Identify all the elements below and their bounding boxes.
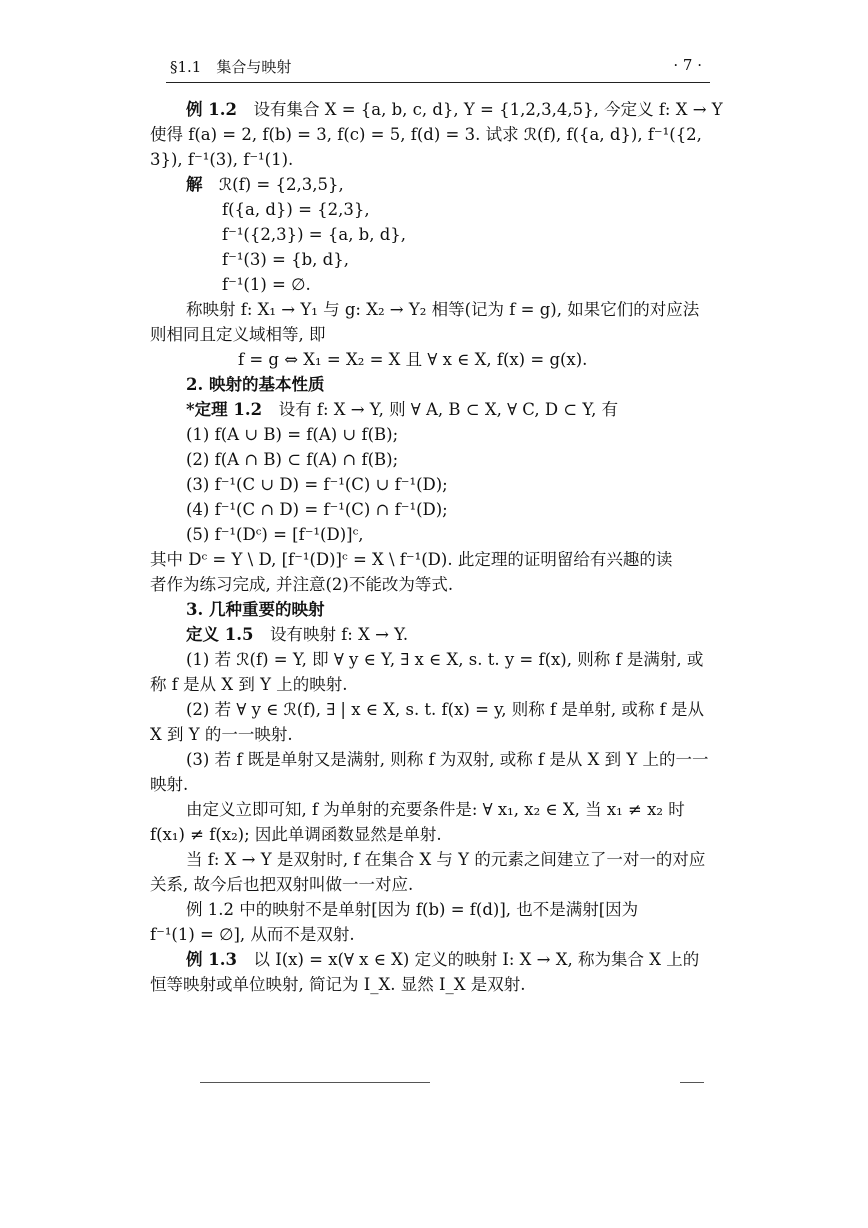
text-line xyxy=(150,172,712,197)
text-line xyxy=(150,747,712,772)
line-text: (3) f⁻¹(C ∪ D) = f⁻¹(C) ∪ f⁻¹(D); xyxy=(186,475,448,494)
line-text: 称映射 f: X₁ → Y₁ 与 g: X₂ → Y₂ 相等(记为 f = g), 如果它们的对应法 xyxy=(186,300,700,319)
line-text: 其中 Dᶜ = Y \ D, [f⁻¹(D)]ᶜ = X \ f⁻¹(D). 此定理的证明留给有兴趣的读 xyxy=(150,550,673,569)
line-label: 例 1.2 xyxy=(186,100,237,119)
text-line xyxy=(150,497,712,522)
line-text: f⁻¹(3) = {b, d}, xyxy=(222,250,349,269)
text-line xyxy=(150,797,712,822)
text-line xyxy=(150,222,712,247)
body-text xyxy=(150,97,723,997)
text-line xyxy=(150,347,712,372)
line-text: 称 f 是从 X 到 Y 上的映射. xyxy=(150,675,348,694)
line-text: (2) f(A ∩ B) ⊂ f(A) ∩ f(B); xyxy=(186,450,399,469)
text-line xyxy=(150,422,712,447)
text-line xyxy=(150,197,712,222)
line-label: 例 1.3 xyxy=(186,950,237,969)
line-text: 例 1.2 中的映射不是单射[因为 f(b) = f(d)], 也不是满射[因为 xyxy=(186,900,639,919)
text-line xyxy=(150,547,712,572)
line-text: X 到 Y 的一一映射. xyxy=(150,725,293,744)
line-text: f = g ⇔ X₁ = X₂ = X 且 ∀ x ∈ X, f(x) = g(x). xyxy=(238,350,588,369)
text-line xyxy=(150,472,712,497)
running-header xyxy=(170,56,710,78)
line-label: 解 xyxy=(186,175,203,194)
section-title: §1.1 集合与映射 xyxy=(170,58,292,76)
text-line xyxy=(150,447,712,472)
text-line xyxy=(150,772,712,797)
line-text: ℛ(f) = {2,3,5}, xyxy=(202,175,344,194)
line-text: f⁻¹({2,3}) = {a, b, d}, xyxy=(222,225,407,244)
line-text: 映射. xyxy=(150,775,189,794)
text-line xyxy=(150,697,712,722)
line-text: 由定义立即可知, f 为单射的充要条件是: ∀ x₁, x₂ ∈ X, 当 x₁ ≠ x₂ 时 xyxy=(186,800,685,819)
line-text: f⁻¹(1) = ∅], 从而不是双射. xyxy=(150,925,355,944)
text-line xyxy=(150,897,712,922)
text-line xyxy=(150,672,712,697)
line-text: (5) f⁻¹(Dᶜ) = [f⁻¹(D)]ᶜ, xyxy=(186,525,364,544)
line-text: (1) 若 ℛ(f) = Y, 即 ∀ y ∈ Y, ∃ x ∈ X, s. t. y = f(x), 则称 f 是满射, 或 xyxy=(186,650,704,669)
line-text: 者作为练习完成, 并注意(2)不能改为等式. xyxy=(150,575,454,594)
text-line xyxy=(150,97,723,122)
line-text: f⁻¹(1) = ∅. xyxy=(222,275,311,294)
page-number: · 7 · xyxy=(673,56,702,74)
line-text: f(x₁) ≠ f(x₂); 因此单调函数显然是单射. xyxy=(150,825,442,844)
line-text: 设有映射 f: X → Y. xyxy=(253,625,409,644)
text-line xyxy=(150,847,712,872)
text-line xyxy=(150,247,712,272)
line-text: 则相同且定义域相等, 即 xyxy=(150,325,326,344)
text-line xyxy=(150,622,712,647)
text-line xyxy=(150,947,712,972)
text-line xyxy=(150,297,712,322)
line-text: 设有集合 X = {a, b, c, d}, Y = {1,2,3,4,5}, 今定义 f: X → Y xyxy=(236,100,723,119)
line-text: (3) 若 f 既是单射又是满射, 则称 f 为双射, 或称 f 是从 X 到 Y 上的一一 xyxy=(186,750,709,769)
text-line xyxy=(150,647,712,672)
footer-rule xyxy=(200,1082,430,1083)
line-text: 3}), f⁻¹(3), f⁻¹(1). xyxy=(150,150,294,169)
text-line xyxy=(150,597,712,622)
line-text: 以 I(x) = x(∀ x ∈ X) 定义的映射 I: X → X, 称为集合 X 上的 xyxy=(236,950,700,969)
text-line xyxy=(150,397,712,422)
line-label: 3. 几种重要的映射 xyxy=(186,600,325,619)
text-line xyxy=(150,522,712,547)
text-line xyxy=(150,272,712,297)
line-label: *定理 1.2 xyxy=(186,400,263,419)
line-text: (2) 若 ∀ y ∈ ℛ(f), ∃ | x ∈ X, s. t. f(x) = y, 则称 f 是单射, 或称 f 是从 xyxy=(186,700,704,719)
line-text: 当 f: X → Y 是双射时, f 在集合 X 与 Y 的元素之间建立了一对一的对应 xyxy=(186,850,706,869)
line-text: 使得 f(a) = 2, f(b) = 3, f(c) = 5, f(d) = 3. 试求 ℛ(f), f({a, d}), f⁻¹({2, xyxy=(150,125,702,144)
line-text: (4) f⁻¹(C ∩ D) = f⁻¹(C) ∩ f⁻¹(D); xyxy=(186,500,448,519)
text-line xyxy=(150,972,712,997)
line-label: 2. 映射的基本性质 xyxy=(186,375,325,394)
footer-rule-short xyxy=(680,1082,704,1083)
text-line xyxy=(150,122,712,147)
text-line xyxy=(150,722,712,747)
text-line xyxy=(150,572,712,597)
text-line xyxy=(150,147,712,172)
line-text: 关系, 故今后也把双射叫做一一对应. xyxy=(150,875,414,894)
line-text: 设有 f: X → Y, 则 ∀ A, B ⊂ X, ∀ C, D ⊂ Y, 有 xyxy=(262,400,619,419)
text-line xyxy=(150,322,712,347)
line-text: 恒等映射或单位映射, 简记为 I_X. 显然 I_X 是双射. xyxy=(150,975,526,994)
text-line xyxy=(150,822,712,847)
text-line xyxy=(150,372,712,397)
line-label: 定义 1.5 xyxy=(186,625,254,644)
text-line xyxy=(150,872,712,897)
header-rule xyxy=(166,82,710,83)
line-text: f({a, d}) = {2,3}, xyxy=(222,200,370,219)
line-text: (1) f(A ∪ B) = f(A) ∪ f(B); xyxy=(186,425,399,444)
text-line xyxy=(150,922,712,947)
